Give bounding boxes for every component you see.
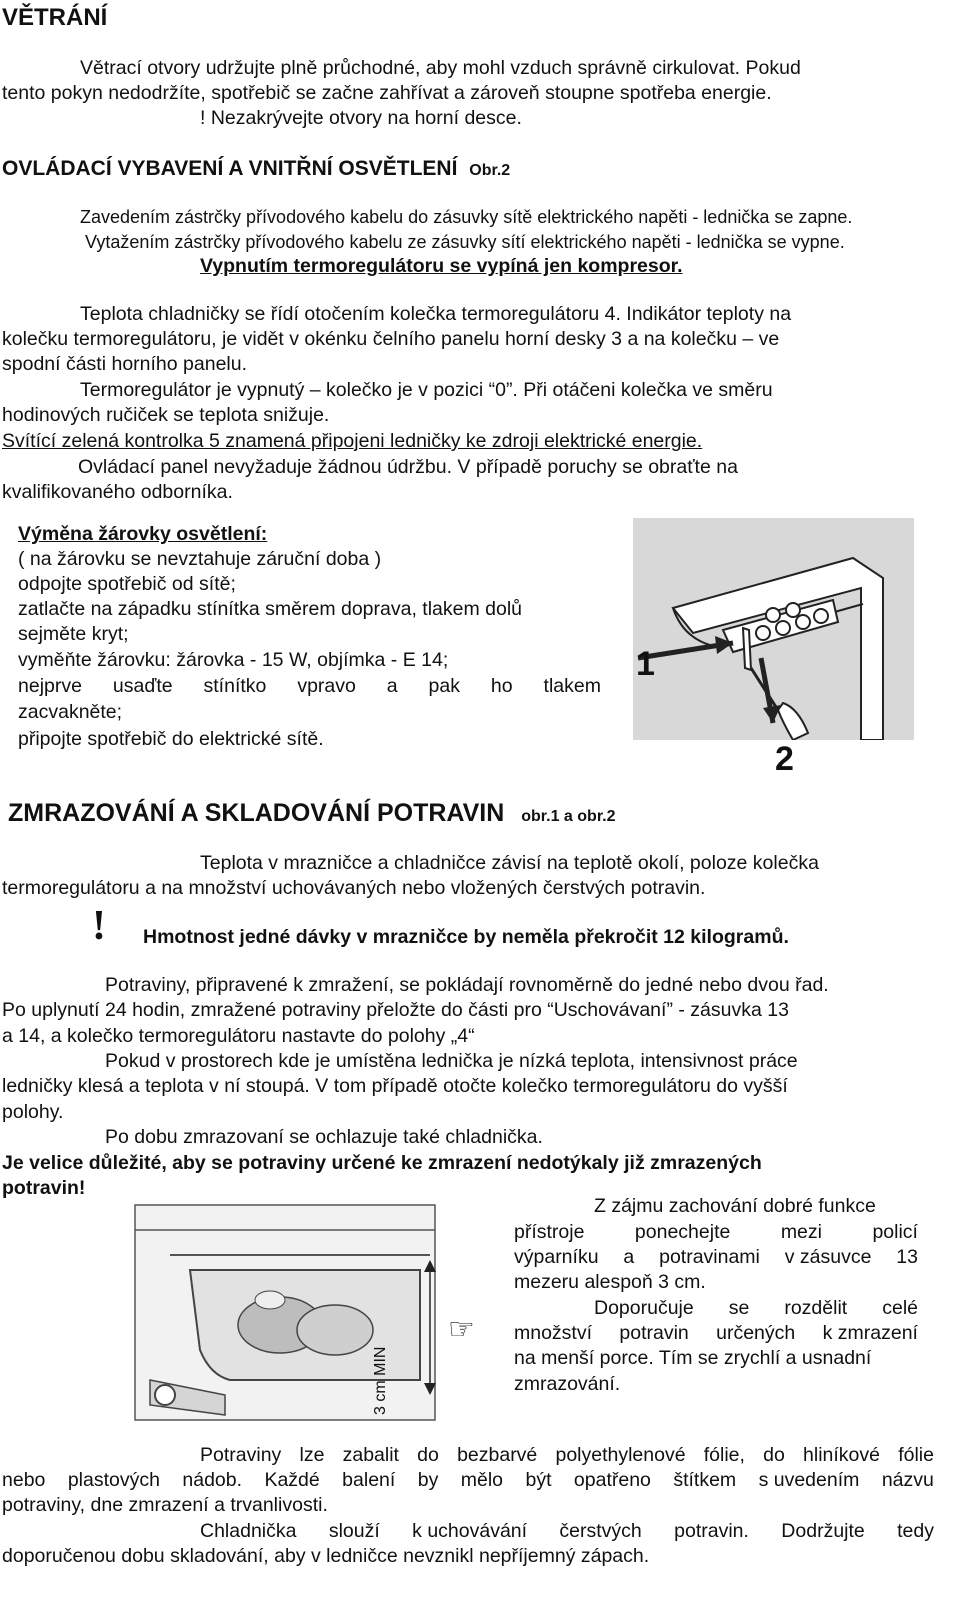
- bulb-heading: Výměna žárovky osvětlení:: [18, 523, 268, 545]
- paragraph-line-justified: [200, 1519, 934, 1544]
- paragraph-line: termoregulátoru a na množství uchovávaných nebo vložených čerstvých potravin.: [2, 877, 706, 899]
- section-heading-controls: [2, 156, 510, 183]
- paragraph-line-justified: [2, 1468, 934, 1493]
- word: plastových: [67, 1469, 160, 1491]
- paragraph-line: Teplota v mrazničce a chladničce závisí na teplotě okolí, poloze kolečka: [200, 852, 819, 874]
- word: bezbarvé: [457, 1444, 538, 1466]
- word: zabalit: [342, 1444, 399, 1466]
- word: usaďte: [112, 675, 173, 697]
- word: štítkem: [673, 1469, 737, 1491]
- paragraph-line: Větrací otvory udržujte plně průchodné, aby mohl vzduch správně cirkulovat. Pokud: [80, 57, 801, 79]
- word: Dodržujte: [781, 1520, 865, 1542]
- word: stínítko: [203, 675, 267, 697]
- word: nádob.: [182, 1469, 243, 1491]
- word: rozdělit: [784, 1297, 848, 1319]
- word: do: [417, 1444, 439, 1466]
- freezer-drawer-figure: [130, 1200, 480, 1430]
- side-text-line: [514, 1220, 918, 1245]
- bulb-line: připojte spotřebič do elektrické sítě.: [18, 728, 324, 750]
- paragraph-line: Pokud v prostorech kde je umístěna lednička je nízká teplota, intensivnost práce: [105, 1050, 798, 1072]
- warning-exclamation: !: [92, 903, 106, 949]
- pointing-hand-icon: ☞: [448, 1313, 475, 1346]
- bulb-line: zacvakněte;: [18, 701, 123, 723]
- paragraph-line: hodinových ručiček se teplota snižuje.: [2, 404, 330, 426]
- important-note: Vypnutím termoregulátoru se vypíná jen kompresor.: [200, 255, 683, 277]
- paragraph-line: kolečku termoregulátoru, je vidět v okénku čelního panelu horní desky 3 a na kolečku – ve: [2, 328, 780, 350]
- heading-text: OVLÁDACÍ VYBAVENÍ A VNITŘNÍ OSVĚTLENÍ: [2, 157, 458, 180]
- word: být: [525, 1469, 552, 1491]
- paragraph-line: Zavedením zástrčky přívodového kabelu do zásuvky sítě elektrického napěti - lednička se zapne.: [80, 207, 853, 227]
- word: fólie,: [703, 1444, 745, 1466]
- word: lze: [299, 1444, 325, 1466]
- word: s uvedením: [758, 1469, 860, 1491]
- bulb-line: vyměňte žárovku: žárovka - 15 W, objímka - E 14;: [18, 649, 449, 671]
- side-text-line: [594, 1296, 918, 1321]
- figure-label-2: 2: [775, 740, 794, 778]
- word: potravin: [619, 1322, 689, 1344]
- side-text-line: Z zájmu zachování dobré funkce: [594, 1195, 876, 1217]
- word: se: [728, 1297, 750, 1319]
- word: policí: [872, 1221, 918, 1243]
- word: určených: [716, 1322, 796, 1344]
- word: nebo: [2, 1469, 46, 1491]
- bulb-line: ( na žárovku se nevztahuje záruční doba ): [18, 548, 382, 570]
- word: vpravo: [297, 675, 356, 697]
- paragraph-line: ledničky klesá a teplota v ní stoupá. V tom případě otočte kolečko termoregulátoru do vyšší: [2, 1075, 788, 1097]
- word: Každé: [264, 1469, 320, 1491]
- word: opatřeno: [573, 1469, 651, 1491]
- word: by: [417, 1469, 439, 1491]
- paragraph-line: kvalifikovaného odborníka.: [2, 481, 233, 503]
- word: celé: [882, 1297, 918, 1319]
- word: výparníku: [514, 1246, 599, 1268]
- word: k zmrazení: [822, 1322, 918, 1344]
- word: fólie: [898, 1444, 934, 1466]
- word: Potraviny: [200, 1444, 282, 1466]
- word: tedy: [897, 1520, 934, 1542]
- paragraph-line: tento pokyn nedodržíte, spotřebič se začne zahřívat a zároveň stoupne spotřeba energie.: [2, 82, 772, 104]
- paragraph-line: Potraviny, připravené k zmražení, se pokládají rovnoměrně do jedné nebo dvou řad.: [105, 974, 829, 996]
- paragraph-line: Vytažením zástrčky přívodového kabelu ze zásuvky sítí elektrického napěti - lednička se vypne.: [85, 232, 845, 252]
- paragraph-line-justified: [200, 1443, 934, 1468]
- word: a: [386, 675, 398, 697]
- bulb-line: odpojte spotřebič od sítě;: [18, 573, 236, 595]
- word: ponechejte: [634, 1221, 731, 1243]
- paragraph-line: spodní části horního panelu.: [2, 353, 248, 375]
- figure-reference: Obr.2: [469, 162, 511, 179]
- word: pak: [428, 675, 460, 697]
- paragraph-line: polohy.: [2, 1101, 64, 1123]
- side-text-line: [514, 1321, 918, 1346]
- paragraph-line: Ovládací panel nevyžaduje žádnou údržbu. V případě poruchy se obraťte na: [78, 456, 738, 478]
- word: mělo: [460, 1469, 504, 1491]
- word: názvu: [881, 1469, 934, 1491]
- word: a: [623, 1246, 635, 1268]
- warning-line: ! Nezakrývejte otvory na horní desce.: [200, 107, 522, 129]
- side-text-line: mezeru alespoň 3 cm.: [514, 1271, 706, 1293]
- important-line: Je velice důležité, aby se potraviny určené ke zmrazení nedotýkaly již zmrazených: [2, 1152, 762, 1174]
- paragraph-line: Teplota chladničky se řídí otočením kolečka termoregulátoru 4. Indikátor teploty na: [80, 303, 792, 325]
- warning-text: Hmotnost jedné dávky v mrazničce by neměla překročit 12 kilogramů.: [143, 926, 789, 948]
- word: slouží: [328, 1520, 380, 1542]
- word: v zásuvce: [784, 1246, 872, 1268]
- bulb-line: zatlačte na západku stínítka směrem doprava, tlakem dolů: [18, 598, 523, 620]
- word: balení: [342, 1469, 396, 1491]
- paragraph-line: Termoregulátor je vypnutý – kolečko je v pozici “0”. Při otáčeni kolečka ve směru: [80, 379, 773, 401]
- word: množství: [514, 1322, 593, 1344]
- word: potravin.: [674, 1520, 749, 1542]
- paragraph-line: a 14, a kolečko termoregulátoru nastavte do polohy „4“: [2, 1025, 475, 1047]
- lamp-cover-figure: [633, 518, 914, 740]
- bulb-line: sejměte kryt;: [18, 623, 129, 645]
- lamp-cover-illustration: [633, 518, 914, 740]
- paragraph-line: doporučenou dobu skladování, aby v ledničce nevznikl nepříjemný zápach.: [2, 1545, 650, 1567]
- paragraph-line: potraviny, dne zmrazení a trvanlivosti.: [2, 1494, 328, 1516]
- word: mezi: [780, 1221, 822, 1243]
- paragraph-line: Po dobu zmrazovaní se ochlazuje také chladnička.: [105, 1126, 543, 1148]
- heading-text: ZMRAZOVÁNÍ A SKLADOVÁNÍ POTRAVIN: [8, 799, 505, 827]
- word: k uchovávání: [412, 1520, 528, 1542]
- word: polyethylenové: [555, 1444, 686, 1466]
- figure-label-1: 1: [636, 645, 655, 683]
- side-text-line: [514, 1245, 918, 1270]
- important-line: potravin!: [2, 1177, 86, 1199]
- section-heading-freezing: [8, 798, 616, 832]
- figure-reference: obr.1 a obr.2: [521, 808, 616, 825]
- section-heading-ventilation: VĚTRÁNÍ: [2, 4, 108, 31]
- word: čerstvých: [559, 1520, 642, 1542]
- word: 13: [896, 1246, 918, 1268]
- min-gap-label: 3 cm MIN: [372, 1346, 389, 1415]
- side-text-line: na menší porce. Tím se zrychlí a usnadní: [514, 1347, 872, 1369]
- word: Doporučuje: [594, 1297, 694, 1319]
- word: hliníkové: [803, 1444, 880, 1466]
- word: přístroje: [514, 1221, 585, 1243]
- paragraph-line: Po uplynutí 24 hodin, zmražené potraviny přeložte do části pro “Uschovávaní” - zásuvka 13: [2, 999, 789, 1021]
- word: potravinami: [659, 1246, 760, 1268]
- paragraph-line: Svítící zelená kontrolka 5 znamená připojeni ledničky ke zdroji elektrické energie.: [2, 430, 703, 452]
- word: do: [763, 1444, 785, 1466]
- word: Chladnička: [200, 1520, 297, 1542]
- word: tlakem: [543, 675, 601, 697]
- word: ho: [490, 675, 513, 697]
- word: nejprve: [18, 675, 82, 697]
- side-text-line: zmrazování.: [514, 1373, 621, 1395]
- bulb-line-justified: [18, 674, 601, 699]
